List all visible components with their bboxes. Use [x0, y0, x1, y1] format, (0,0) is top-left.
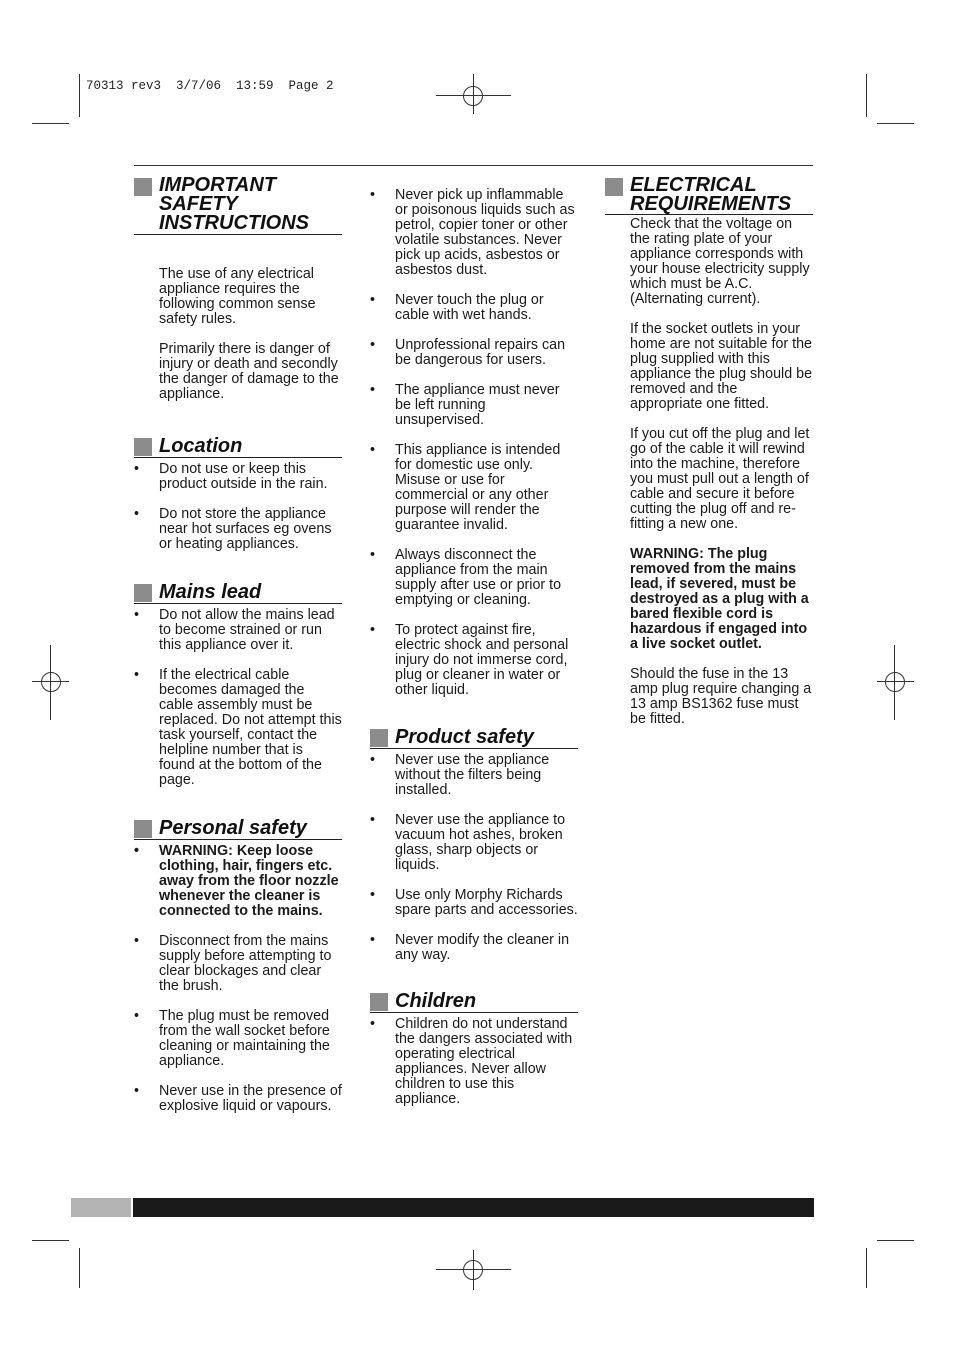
registration-mark-icon [41, 672, 61, 692]
heading-line: IMPORTANT [159, 174, 277, 196]
heading-marker-icon [605, 178, 623, 196]
section-heading-mains-lead [134, 582, 342, 604]
section-title: Location [159, 435, 243, 457]
bullet-icon: • [370, 337, 376, 353]
registration-line [877, 681, 914, 682]
heading-marker-icon [134, 178, 152, 196]
paragraph: If the socket outlets in your home are not suitable for the plug supplied with this appliance the plug should be removed and the appropriate one fitted. [630, 321, 813, 412]
crop-mark [32, 1240, 69, 1241]
list-item: • Never modify the cleaner in any way. [370, 932, 570, 963]
bullet-icon: • [370, 752, 376, 768]
children-list [370, 1017, 578, 1107]
bullet-icon: • [134, 1083, 140, 1099]
section-heading-product-safety [370, 727, 578, 749]
heading-marker-icon [134, 584, 152, 602]
bullet-icon: • [370, 932, 376, 948]
section-title: Personal safety [159, 817, 307, 839]
bullet-icon: • [370, 547, 376, 563]
location-list [134, 462, 342, 552]
crop-mark [79, 74, 80, 117]
bullet-icon: • [370, 622, 376, 638]
paragraph: Should the fuse in the 13 amp plug require changing a 13 amp BS1362 fuse must be fitted. [630, 666, 812, 727]
list-item: • To protect against fire, electric shock and personal injury do not immerse cord, plug or cleaner in water or other liquid. [370, 622, 569, 698]
heading-line: INSTRUCTIONS [159, 212, 309, 234]
footer-bar-page-tab [71, 1198, 131, 1217]
bullet-icon: • [370, 292, 376, 308]
bullet-icon: • [134, 667, 140, 683]
heading-marker-icon [134, 438, 152, 456]
list-item: • Disconnect from the mains supply before attempting to clear blockages and clear the brush. [134, 933, 332, 994]
heading-line: REQUIREMENTS [630, 193, 792, 215]
section-title: Children [395, 990, 477, 1012]
column-right [605, 176, 813, 742]
intro-paragraph: The use of any electrical appliance requires the following common sense safety rules. [159, 266, 316, 327]
list-item: • If the electrical cable becomes damaged the cable assembly must be replaced. Do not attempt this task yourself, contact the helpline number that is found at the bottom of the page. [134, 667, 342, 788]
crop-mark [877, 1240, 914, 1241]
list-item: • Never use the appliance to vacuum hot ashes, broken glass, sharp objects or liquids. [370, 812, 566, 873]
section-title: Mains lead [159, 581, 262, 603]
bullet-icon: • [134, 933, 140, 949]
list-item: • This appliance is intended for domestic use only. Misuse or use for commercial or any other purpose will render the guarantee invalid. [370, 442, 561, 533]
warning-paragraph: WARNING: The plug removed from the mains lead, if severed, must be destroyed as a plug with a bared flexible cord is hazardous if engaged into a live socket outlet. [630, 546, 809, 652]
list-item: • Use only Morphy Richards spare parts and accessories. [370, 887, 578, 918]
bullet-icon: • [134, 461, 140, 477]
heading-marker-icon [370, 993, 388, 1011]
heading-line: ELECTRICAL [630, 174, 757, 196]
product-safety-list [370, 753, 578, 963]
column-middle [370, 188, 578, 1122]
crop-mark [32, 123, 69, 124]
list-item: • Never touch the plug or cable with wet hands. [370, 292, 544, 323]
section-heading-personal-safety [134, 818, 342, 840]
list-item: • Do not allow the mains lead to become strained or run this appliance over it. [134, 607, 335, 653]
bullet-icon: • [370, 382, 376, 398]
list-item: • Unprofessional repairs can be dangerous for users. [370, 337, 566, 368]
bullet-icon: • [134, 607, 140, 623]
list-item: • Never use the appliance without the filters being installed. [370, 752, 550, 798]
bullet-icon: • [134, 1008, 140, 1024]
registration-mark-icon [885, 672, 905, 692]
list-item: • Always disconnect the appliance from the main supply after use or prior to emptying or cleaning. [370, 547, 562, 608]
registration-line [473, 74, 474, 114]
general-safety-list [370, 188, 578, 698]
heading-marker-icon [134, 820, 152, 838]
section-heading-children [370, 991, 578, 1013]
column-left [134, 176, 342, 1129]
list-item: • Never use in the presence of explosive liquid or vapours. [134, 1083, 342, 1114]
list-item: • Never pick up inflammable or poisonous liquids such as petrol, copier toner or other volatile substances. Never pick up acids, asbestos or asbestos dust. [370, 187, 575, 278]
list-item: • Do not use or keep this product outside in the rain. [134, 461, 328, 492]
section-heading-location [134, 436, 342, 458]
heading-line: SAFETY [159, 193, 238, 215]
crop-mark [866, 74, 867, 117]
mains-lead-list [134, 608, 342, 788]
registration-line [473, 1250, 474, 1290]
personal-safety-list [134, 844, 342, 1114]
list-item: • Children do not understand the dangers associated with operating electrical appliances. Never allow children to use this appliance. [370, 1016, 573, 1107]
list-item: • Do not store the appliance near hot surfaces eg ovens or heating appliances. [134, 506, 332, 552]
bullet-icon: • [370, 442, 376, 458]
section-heading-important-safety [134, 176, 342, 235]
intro-paragraph: Primarily there is danger of injury or death and secondly the danger of damage to the appliance. [159, 341, 339, 402]
crop-mark [866, 1248, 867, 1288]
list-item: • The appliance must never be left running unsupervised. [370, 382, 560, 428]
crop-mark [79, 1248, 80, 1288]
footer-bar [133, 1198, 814, 1217]
list-item-warning: • WARNING: Keep loose clothing, hair, fingers etc. away from the floor nozzle whenever the cleaner is connected to the mains. [134, 843, 339, 919]
heading-marker-icon [370, 729, 388, 747]
bullet-icon: • [370, 812, 376, 828]
paragraph: Check that the voltage on the rating plate of your appliance corresponds with your house electricity supply which must be A.C. (Alternating current). [630, 216, 810, 307]
print-slug: 70313 rev3 3/7/06 13:59 Page 2 [86, 79, 334, 93]
bullet-icon: • [370, 887, 376, 903]
crop-mark [877, 123, 914, 124]
list-item: • The plug must be removed from the wall socket before cleaning or maintaining the appliance. [134, 1008, 330, 1069]
section-heading-electrical-requirements [605, 176, 813, 215]
registration-line [50, 645, 51, 720]
section-title: Product safety [395, 726, 534, 748]
bullet-icon: • [370, 1016, 376, 1032]
bullet-icon: • [134, 843, 140, 859]
bullet-icon: • [370, 187, 376, 203]
top-rule [134, 165, 813, 166]
registration-line [894, 645, 895, 720]
bullet-icon: • [134, 506, 140, 522]
paragraph: If you cut off the plug and let go of the cable it will rewind into the machine, therefore you must pull out a length of cable and secure it before cutting the plug off and re-fitting a new one. [630, 426, 810, 532]
